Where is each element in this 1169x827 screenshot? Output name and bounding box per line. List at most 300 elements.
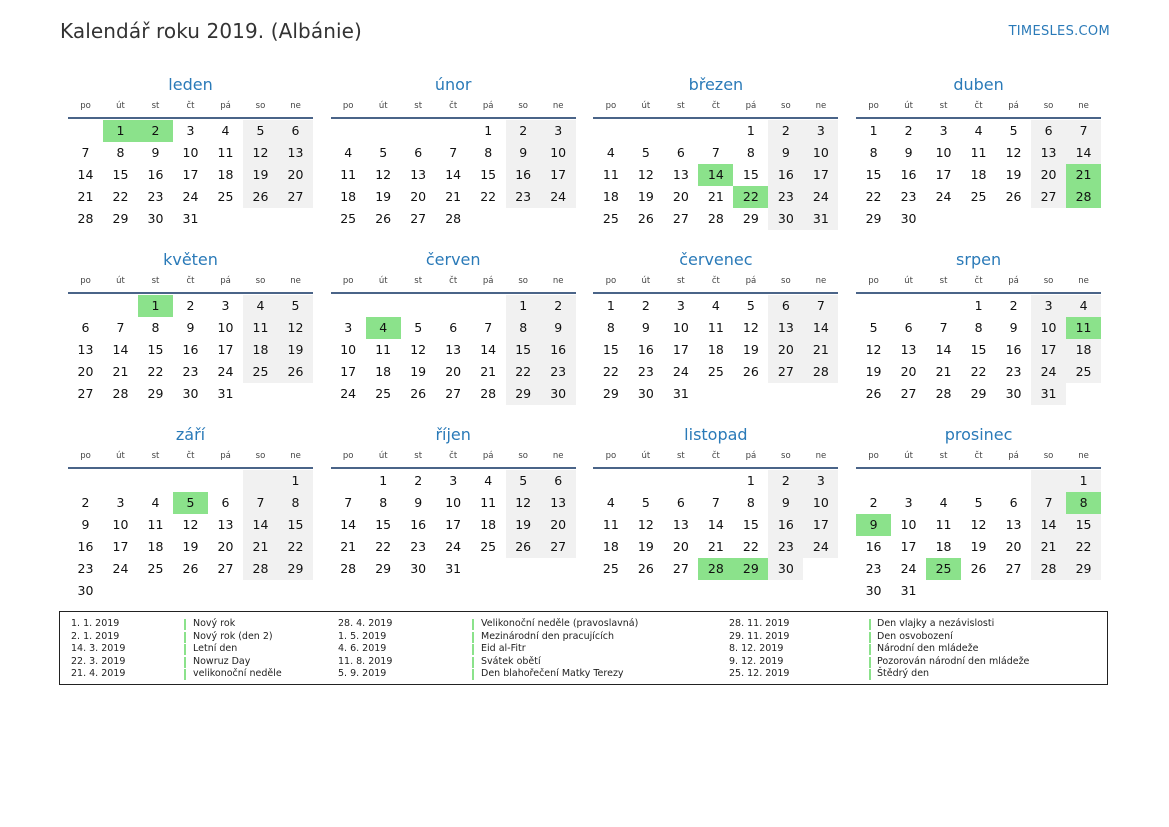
day-cell: 20 [445, 364, 462, 379]
days-grid [331, 120, 576, 230]
day-cell: 5 [869, 320, 878, 335]
day-cell: 12 [1005, 145, 1022, 160]
day-cell: 30 [410, 561, 427, 576]
day-cell: 11 [217, 145, 234, 160]
day-cell: 26 [970, 561, 987, 576]
weekday-label: pá [1008, 101, 1019, 111]
day-cell: 29 [602, 386, 619, 401]
day-cell: 30 [541, 383, 576, 405]
legend-color-marker [184, 644, 186, 655]
day-cell: 3 [186, 123, 195, 138]
weekday-label: po [342, 451, 354, 461]
day-cell: 23 [768, 536, 803, 558]
day-cell: 14 [1066, 142, 1101, 164]
day-cell: 17 [217, 342, 234, 357]
day-cell: 9 [81, 517, 90, 532]
day-cell: 29 [278, 558, 313, 580]
month-name: září [175, 425, 206, 444]
day-cell: 11 [602, 517, 619, 532]
day-cell: 1 [606, 298, 615, 313]
day-blank [436, 295, 471, 317]
day-cell: 21 [77, 189, 94, 204]
weekday-label: st [151, 451, 160, 461]
day-cell: 25 [970, 189, 987, 204]
legend-color-marker [869, 619, 871, 630]
day-blank [891, 470, 926, 492]
day-cell: 10 [541, 142, 576, 164]
day-cell: 30 [182, 386, 199, 401]
weekday-label: st [414, 276, 423, 286]
day-cell-holiday: 2 [138, 120, 173, 142]
day-cell: 24 [112, 561, 129, 576]
weekday-label: čt [186, 101, 195, 111]
day-cell: 28 [77, 211, 94, 226]
day-cell: 15 [742, 167, 759, 182]
day-cell: 27 [445, 386, 462, 401]
day-cell: 8 [379, 495, 388, 510]
weekday-label: ne [552, 451, 564, 461]
day-cell: 13 [1005, 517, 1022, 532]
day-cell: 9 [541, 317, 576, 339]
day-cell-holiday: 8 [1066, 492, 1101, 514]
day-cell: 10 [672, 320, 689, 335]
day-cell: 29 [506, 383, 541, 405]
day-cell: 3 [541, 120, 576, 142]
weekday-label: út [641, 101, 651, 111]
day-cell: 14 [243, 514, 278, 536]
day-cell-holiday: 29 [733, 558, 768, 580]
holiday-legend [59, 611, 1108, 685]
day-cell: 10 [935, 145, 952, 160]
weekday-label: ne [1078, 101, 1089, 111]
day-cell: 23 [865, 561, 882, 576]
weekday-label: po [342, 276, 354, 286]
day-cell: 23 [637, 364, 654, 379]
day-cell: 23 [541, 361, 576, 383]
weekday-label: pá [220, 276, 231, 286]
legend-holiday-name: Štědrý den [877, 668, 930, 679]
legend-holiday-name: Svátek obětí [481, 655, 541, 667]
day-cell: 4 [484, 473, 493, 488]
day-cell-holiday: 28 [1066, 186, 1101, 208]
month-10 [331, 424, 576, 599]
day-cell: 5 [243, 120, 278, 142]
day-cell: 29 [970, 386, 987, 401]
day-cell: 20 [672, 189, 689, 204]
day-cell: 5 [1009, 123, 1018, 138]
weekday-label: ne [290, 276, 301, 286]
legend-date: 11. 8. 2019 [338, 655, 393, 667]
day-cell: 15 [970, 342, 987, 357]
day-cell: 10 [803, 142, 838, 164]
weekday-label: út [378, 451, 388, 461]
day-cell: 21 [707, 189, 724, 204]
day-cell: 5 [974, 495, 983, 510]
day-cell: 11 [480, 495, 497, 510]
day-blank [856, 470, 891, 492]
days-grid [331, 470, 576, 580]
day-cell: 26 [637, 211, 654, 226]
day-cell: 1 [746, 473, 755, 488]
day-cell: 19 [637, 189, 654, 204]
day-cell: 13 [217, 517, 234, 532]
weekday-label: čt [449, 101, 458, 111]
day-cell: 30 [147, 211, 164, 226]
day-cell: 14 [480, 342, 497, 357]
day-cell: 10 [182, 145, 199, 160]
day-cell: 6 [414, 145, 423, 160]
weekday-label: čt [711, 101, 720, 111]
day-cell: 15 [1066, 514, 1101, 536]
legend-color-marker [184, 619, 186, 630]
day-cell: 30 [1005, 386, 1022, 401]
day-cell: 18 [1066, 339, 1101, 361]
day-cell: 21 [445, 189, 462, 204]
weekday-label: pá [482, 101, 494, 111]
day-cell: 18 [602, 189, 619, 204]
day-cell: 10 [112, 517, 129, 532]
day-cell: 14 [1031, 514, 1066, 536]
day-cell: 15 [147, 342, 164, 357]
day-cell: 7 [243, 492, 278, 514]
day-cell: 23 [147, 189, 164, 204]
day-cell: 17 [112, 539, 129, 554]
weekday-label: čt [449, 276, 458, 286]
day-blank [68, 470, 103, 492]
legend-color-marker [184, 657, 186, 668]
day-cell: 6 [676, 145, 685, 160]
day-cell: 11 [935, 517, 952, 532]
day-cell: 22 [970, 364, 987, 379]
day-cell: 26 [506, 536, 541, 558]
weekday-label: út [904, 451, 913, 461]
weekday-label: st [676, 451, 685, 461]
day-cell: 31 [217, 386, 234, 401]
day-cell: 14 [803, 317, 838, 339]
weekday-label: pá [745, 276, 757, 286]
day-cell: 7 [939, 320, 948, 335]
day-cell: 7 [484, 320, 493, 335]
day-cell: 15 [602, 342, 619, 357]
legend-holiday-name: Nový rok (den 2) [193, 630, 273, 642]
day-cell: 31 [672, 386, 689, 401]
day-cell: 4 [221, 123, 230, 138]
weekday-label: čt [186, 276, 195, 286]
day-blank [471, 295, 506, 317]
day-cell: 12 [637, 167, 654, 182]
weekday-header [68, 98, 313, 119]
weekday-header [68, 448, 313, 469]
day-cell: 23 [182, 364, 199, 379]
day-cell: 11 [707, 320, 724, 335]
day-cell: 23 [900, 189, 917, 204]
day-cell: 28 [445, 211, 462, 226]
day-cell: 28 [340, 561, 357, 576]
legend-date: 25. 12. 2019 [729, 668, 790, 679]
day-cell: 28 [112, 386, 129, 401]
day-cell: 24 [900, 561, 917, 576]
day-cell: 28 [803, 361, 838, 383]
day-cell: 12 [970, 517, 987, 532]
day-cell: 16 [865, 539, 882, 554]
day-cell: 12 [506, 492, 541, 514]
weekday-label: čt [974, 276, 983, 286]
day-cell: 19 [506, 514, 541, 536]
day-cell: 30 [637, 386, 654, 401]
day-cell: 3 [221, 298, 230, 313]
day-blank [856, 295, 891, 317]
day-cell: 28 [480, 386, 497, 401]
weekday-label: so [255, 451, 266, 461]
weekday-label: út [378, 276, 388, 286]
weekday-label: ne [1078, 451, 1089, 461]
day-cell: 9 [151, 145, 160, 160]
day-cell: 22 [602, 364, 619, 379]
site-link[interactable]: TIMESLES.COM [1008, 24, 1110, 39]
weekday-label: po [868, 276, 879, 286]
weekday-label: pá [1008, 276, 1019, 286]
day-cell: 13 [77, 342, 94, 357]
day-cell: 1 [506, 295, 541, 317]
day-cell: 24 [541, 186, 576, 208]
day-cell: 8 [116, 145, 125, 160]
day-cell: 8 [746, 495, 755, 510]
day-cell: 29 [865, 211, 882, 226]
legend-date: 1. 5. 2019 [338, 630, 387, 642]
day-cell: 4 [151, 495, 160, 510]
day-cell: 23 [410, 539, 427, 554]
day-cell: 8 [869, 145, 878, 160]
day-cell: 20 [217, 539, 234, 554]
day-cell: 1 [278, 470, 313, 492]
day-cell: 28 [243, 558, 278, 580]
day-cell: 3 [449, 473, 458, 488]
days-grid [856, 470, 1101, 602]
weekday-label: čt [974, 451, 983, 461]
day-cell: 21 [1031, 536, 1066, 558]
day-cell: 26 [182, 561, 199, 576]
day-cell: 11 [602, 167, 619, 182]
day-cell: 19 [410, 364, 427, 379]
weekday-label: st [414, 451, 423, 461]
day-cell: 17 [445, 517, 462, 532]
day-blank [366, 120, 401, 142]
weekday-label: po [605, 276, 617, 286]
day-cell: 18 [970, 167, 987, 182]
legend-holiday-name: Mezinárodní den pracujících [481, 630, 615, 642]
day-cell: 5 [414, 320, 423, 335]
day-cell: 6 [676, 495, 685, 510]
weekday-label: pá [220, 451, 231, 461]
day-cell: 3 [116, 495, 125, 510]
legend-color-marker [472, 669, 474, 680]
day-blank [926, 470, 961, 492]
day-cell-holiday: 9 [856, 514, 891, 536]
weekday-label: ne [815, 101, 827, 111]
day-cell: 24 [672, 364, 689, 379]
day-cell: 12 [375, 167, 392, 182]
weekday-label: pá [1008, 451, 1019, 461]
day-cell: 25 [1066, 361, 1101, 383]
day-cell: 4 [711, 298, 720, 313]
month-7 [593, 249, 838, 424]
day-cell: 26 [1005, 189, 1022, 204]
day-cell: 18 [375, 364, 392, 379]
day-cell: 7 [1031, 492, 1066, 514]
legend-holiday-name: Velikonoční neděle (pravoslavná) [481, 618, 639, 629]
day-cell: 27 [672, 561, 689, 576]
day-cell: 24 [340, 386, 357, 401]
day-cell: 26 [243, 186, 278, 208]
day-cell: 20 [1031, 164, 1066, 186]
weekday-label: po [868, 101, 879, 111]
day-cell: 4 [974, 123, 983, 138]
weekday-label: so [518, 451, 528, 461]
day-cell: 14 [707, 517, 724, 532]
day-cell: 10 [445, 495, 462, 510]
weekday-header [593, 273, 838, 294]
day-blank [628, 120, 663, 142]
day-cell: 9 [768, 492, 803, 514]
weekday-label: čt [974, 101, 983, 111]
day-cell: 15 [865, 167, 882, 182]
weekday-header [593, 98, 838, 119]
day-cell: 30 [900, 211, 917, 226]
day-cell: 1 [869, 123, 878, 138]
month-name: prosinec [944, 425, 1013, 444]
day-cell: 16 [768, 514, 803, 536]
legend-holiday-name: Nowruz Day [193, 655, 251, 667]
day-cell: 8 [278, 492, 313, 514]
weekday-label: po [80, 451, 91, 461]
day-cell: 3 [344, 320, 353, 335]
weekday-header [331, 448, 576, 469]
month-12 [856, 424, 1101, 599]
legend-color-marker [472, 632, 474, 643]
day-cell: 15 [480, 167, 497, 182]
day-cell: 22 [865, 189, 882, 204]
legend-holiday-name: Národní den mládeže [877, 643, 979, 654]
day-cell: 16 [147, 167, 164, 182]
day-cell: 5 [641, 495, 650, 510]
weekday-label: ne [815, 451, 827, 461]
days-grid [856, 295, 1101, 405]
day-cell: 16 [77, 539, 94, 554]
day-cell: 19 [742, 342, 759, 357]
days-grid [68, 120, 313, 230]
day-cell: 15 [506, 339, 541, 361]
days-grid [68, 470, 313, 602]
day-cell: 25 [480, 539, 497, 554]
day-cell: 25 [243, 361, 278, 383]
day-cell: 5 [379, 145, 388, 160]
legend-date: 8. 12. 2019 [729, 643, 784, 654]
day-cell: 30 [865, 583, 882, 598]
day-cell: 31 [803, 208, 838, 230]
day-cell: 4 [344, 145, 353, 160]
day-cell: 16 [1005, 342, 1022, 357]
day-cell: 19 [182, 539, 199, 554]
weekday-label: út [904, 101, 913, 111]
day-cell: 10 [1031, 317, 1066, 339]
month-name: leden [168, 75, 213, 94]
day-cell: 6 [81, 320, 90, 335]
month-2 [331, 74, 576, 249]
day-cell: 6 [221, 495, 230, 510]
day-cell: 29 [742, 211, 759, 226]
legend-color-marker [184, 669, 186, 680]
day-cell: 13 [768, 317, 803, 339]
day-cell: 24 [803, 186, 838, 208]
weekday-header [68, 273, 313, 294]
day-cell: 17 [935, 167, 952, 182]
weekday-label: po [342, 101, 354, 111]
day-cell: 4 [939, 495, 948, 510]
day-cell: 10 [900, 517, 917, 532]
day-cell: 24 [803, 536, 838, 558]
days-grid [593, 120, 838, 230]
weekday-header [856, 273, 1101, 294]
month-name: červenec [679, 250, 753, 269]
day-cell: 3 [939, 123, 948, 138]
day-cell: 21 [243, 536, 278, 558]
weekday-label: ne [552, 276, 564, 286]
day-cell: 11 [375, 342, 392, 357]
legend-date: 4. 6. 2019 [338, 643, 387, 654]
day-cell: 24 [445, 539, 462, 554]
day-cell: 10 [340, 342, 357, 357]
day-cell-holiday: 14 [698, 164, 733, 186]
weekday-label: ne [290, 101, 301, 111]
day-cell: 15 [742, 517, 759, 532]
weekday-label: st [676, 101, 685, 111]
day-blank [103, 295, 138, 317]
day-cell: 13 [541, 492, 576, 514]
day-cell: 28 [707, 211, 724, 226]
day-cell: 14 [935, 342, 952, 357]
day-cell: 4 [1066, 295, 1101, 317]
month-8 [856, 249, 1101, 424]
day-blank [926, 295, 961, 317]
day-cell: 12 [410, 342, 427, 357]
day-cell: 20 [541, 514, 576, 536]
day-cell: 23 [506, 186, 541, 208]
day-cell: 4 [606, 145, 615, 160]
weekday-label: st [939, 101, 948, 111]
month-name: únor [434, 75, 472, 94]
day-cell-holiday: 1 [103, 120, 138, 142]
day-cell: 21 [112, 364, 129, 379]
month-name: červen [425, 250, 481, 269]
month-1 [68, 74, 313, 249]
day-blank [68, 120, 103, 142]
day-cell: 9 [1009, 320, 1018, 335]
day-cell: 11 [970, 145, 987, 160]
day-cell: 15 [375, 517, 392, 532]
day-cell: 21 [340, 539, 357, 554]
day-cell: 26 [742, 364, 759, 379]
month-3 [593, 74, 838, 249]
day-cell: 7 [711, 145, 720, 160]
day-cell: 5 [278, 295, 313, 317]
day-cell-holiday: 1 [138, 295, 173, 317]
day-blank [593, 120, 628, 142]
day-cell: 21 [935, 364, 952, 379]
day-cell: 25 [707, 364, 724, 379]
day-cell: 22 [112, 189, 129, 204]
day-cell: 13 [445, 342, 462, 357]
day-cell: 6 [449, 320, 458, 335]
